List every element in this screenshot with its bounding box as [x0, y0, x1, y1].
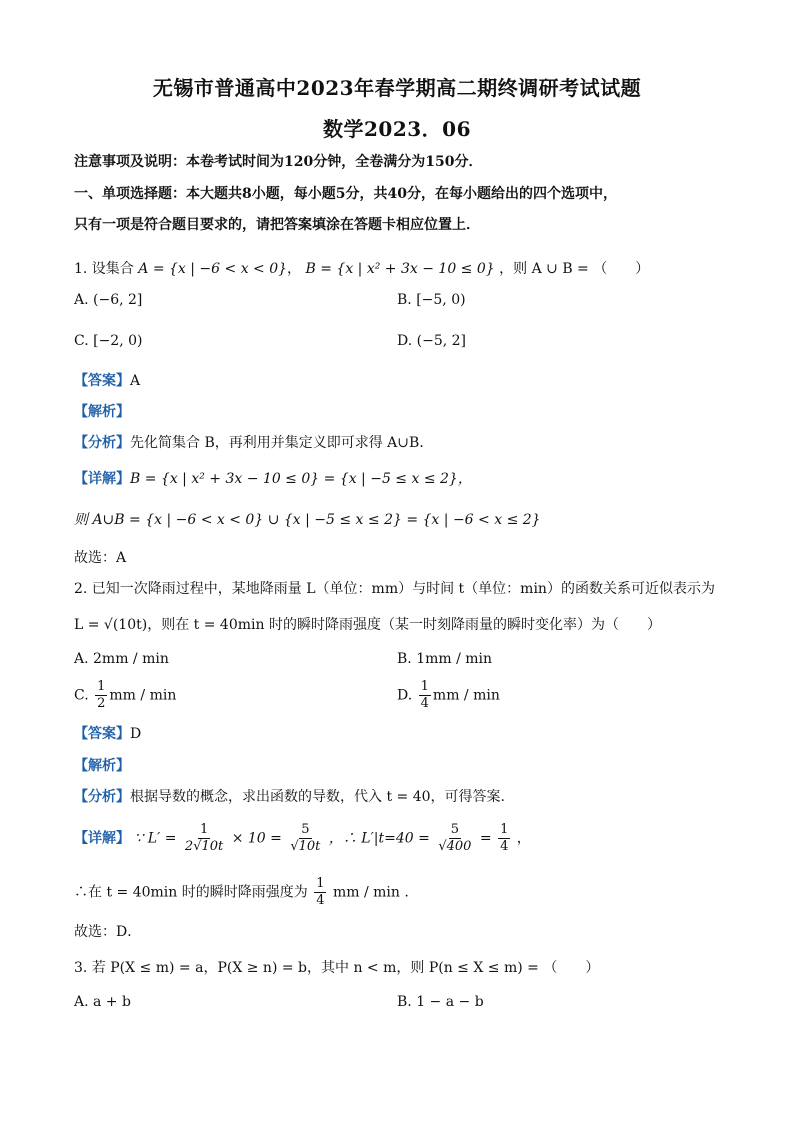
q1-sep: ，: [287, 261, 302, 277]
q2-detail-b: × 10 =: [231, 830, 282, 847]
q1-set-b: B = {x | x² + 3x − 10 ≤ 0}: [305, 261, 495, 277]
q1-analysis-tag: [74, 401, 130, 421]
q2-detail-frac1-num: 1: [199, 822, 209, 837]
q2-conclusion-frac: [314, 876, 326, 909]
page-title: 无锡市普通高中2023年春学期高二期终调研考试试题: [152, 76, 642, 100]
q2-detail-frac2-den: √10t: [290, 839, 321, 854]
q2-option-d[interactable]: [397, 679, 500, 712]
q3-stem: 3. 若 P(X ≤ m) = a，P(X ≥ n) = b，其中 n < m，则 P(n ≤ X ≤ m) = （ ）: [74, 960, 600, 976]
q1-detail-line2: [74, 509, 541, 529]
q2-option-c-num: 1: [97, 679, 106, 694]
q1-fenxi-tag: 【分析】: [74, 435, 130, 451]
q2-detail-d: =: [479, 830, 492, 847]
q1-answer-tag: 【答案】: [74, 373, 130, 389]
q2-option-c[interactable]: [74, 679, 176, 712]
q1-detail-text2: 则 A∪B = {x | −6 < x < 0} ∪ {x | −5 ≤ x ≤ 2} = {x | −6 < x ≤ 2}: [74, 512, 541, 528]
q1-stem-tail: ，则 A ∪ B = （ ）: [499, 261, 650, 277]
q2-detail-a: ∵ L′ =: [134, 830, 177, 847]
notice-text: 注意事项及说明：本卷考试时间为120分钟，全卷满分为150分．: [74, 154, 483, 170]
q2-option-c-den: 2: [97, 696, 106, 711]
q3-option-b[interactable]: B. 1 − a − b: [397, 994, 484, 1010]
q1-fenxi: [74, 432, 433, 452]
q2-detail-frac3-den: √400: [438, 839, 472, 854]
q2-fenxi-tag: 【分析】: [74, 789, 130, 805]
q2-answer-value: D: [130, 726, 142, 742]
q2-option-c-fraction: [95, 679, 107, 712]
q2-conclusion-a: ∴在 t = 40min 时的瞬时降雨强度为: [74, 884, 308, 901]
page-subtitle: 数学2023．06: [323, 117, 471, 141]
section-heading-line1: 一、单项选择题：本大题共8小题，每小题5分，共40分，在每小题给出的四个选项中，: [74, 186, 617, 202]
q2-answer: [74, 723, 141, 743]
q2-detail-c: ，∴ L′|t=40 =: [328, 830, 430, 847]
q1-detail-line1: [74, 468, 472, 488]
q2-conclusion-den: 4: [316, 893, 325, 908]
q2-option-c-prefix: C.: [74, 687, 89, 704]
q2-detail-tag: 【详解】: [74, 830, 130, 847]
q1-option-c[interactable]: C. [−2, 0): [74, 333, 143, 349]
q1-stem: [74, 258, 649, 278]
q2-option-c-unit: mm / min: [109, 687, 177, 704]
q1-detail-tag: 【详解】: [74, 471, 130, 487]
q2-option-d-prefix: D.: [397, 687, 413, 704]
q2-detail-frac4-num: 1: [500, 822, 509, 837]
q2-detail-frac1: [183, 822, 225, 855]
q2-answer-tag: 【答案】: [74, 726, 130, 742]
q2-detail-e: ，: [516, 830, 531, 847]
q2-option-b[interactable]: B. 1mm / min: [397, 651, 493, 667]
q2-option-d-num: 1: [420, 679, 429, 694]
q2-detail-frac1-den: 2√10t: [184, 839, 224, 854]
q1-set-a: A = {x | −6 < x < 0}: [138, 261, 288, 277]
q1-analysis-label: 【解析】: [74, 404, 130, 420]
q1-fenxi-text: 先化简集合 B，再利用并集定义即可求得 A∪B．: [130, 435, 434, 451]
q2-detail-frac2-num: 5: [301, 822, 310, 837]
q2-detail-frac3-num: 5: [450, 822, 459, 837]
q1-option-a[interactable]: A. (−6, 2]: [74, 292, 143, 308]
q1-answer: [74, 370, 140, 390]
q2-fenxi-text: 根据导数的概念，求出函数的导数，代入 t = 40，可得答案.: [130, 789, 505, 805]
q2-option-d-fraction: [419, 679, 431, 712]
q2-stem-line2: L = √(10t)，则在 t = 40min 时的瞬时降雨强度（某一时刻降雨量的瞬时变化率）为（ ）: [74, 617, 661, 633]
q3-option-a[interactable]: A. a + b: [74, 994, 131, 1010]
q2-analysis-label: 【解析】: [74, 758, 130, 774]
q1-detail-text1: B = {x | x² + 3x − 10 ≤ 0} = {x | −5 ≤ x ≤ 2}，: [130, 471, 472, 487]
q2-stem-line1: 2. 已知一次降雨过程中，某地降雨量 L（单位：mm）与时间 t（单位：min）的函数关系可近似表示为: [74, 581, 715, 597]
q1-choose: 故选：A: [74, 550, 127, 566]
q1-stem-prefix: 1. 设集合: [74, 261, 134, 277]
q2-analysis-tag: [74, 755, 130, 775]
section-heading-line2: 只有一项是符合题目要求的，请把答案填涂在答题卡相应位置上．: [74, 217, 480, 233]
q2-conclusion-b: mm / min .: [332, 884, 409, 901]
q2-choose: 故选：D．: [74, 924, 142, 940]
q2-conclusion: [74, 876, 409, 909]
q2-detail: [74, 822, 531, 855]
q2-detail-frac2: [288, 822, 322, 855]
q2-fenxi: [74, 786, 505, 806]
q2-option-d-unit: mm / min: [432, 687, 500, 704]
q2-detail-frac3: [436, 822, 473, 855]
q2-option-a[interactable]: A. 2mm / min: [74, 651, 169, 667]
q2-detail-frac4: [498, 822, 510, 855]
q1-answer-value: A: [130, 373, 141, 389]
q1-option-d[interactable]: D. (−5, 2]: [397, 333, 466, 349]
q2-conclusion-num: 1: [316, 876, 325, 891]
q2-option-d-den: 4: [420, 696, 429, 711]
q1-option-b[interactable]: B. [−5, 0): [397, 292, 466, 308]
q2-detail-frac4-den: 4: [500, 839, 509, 854]
